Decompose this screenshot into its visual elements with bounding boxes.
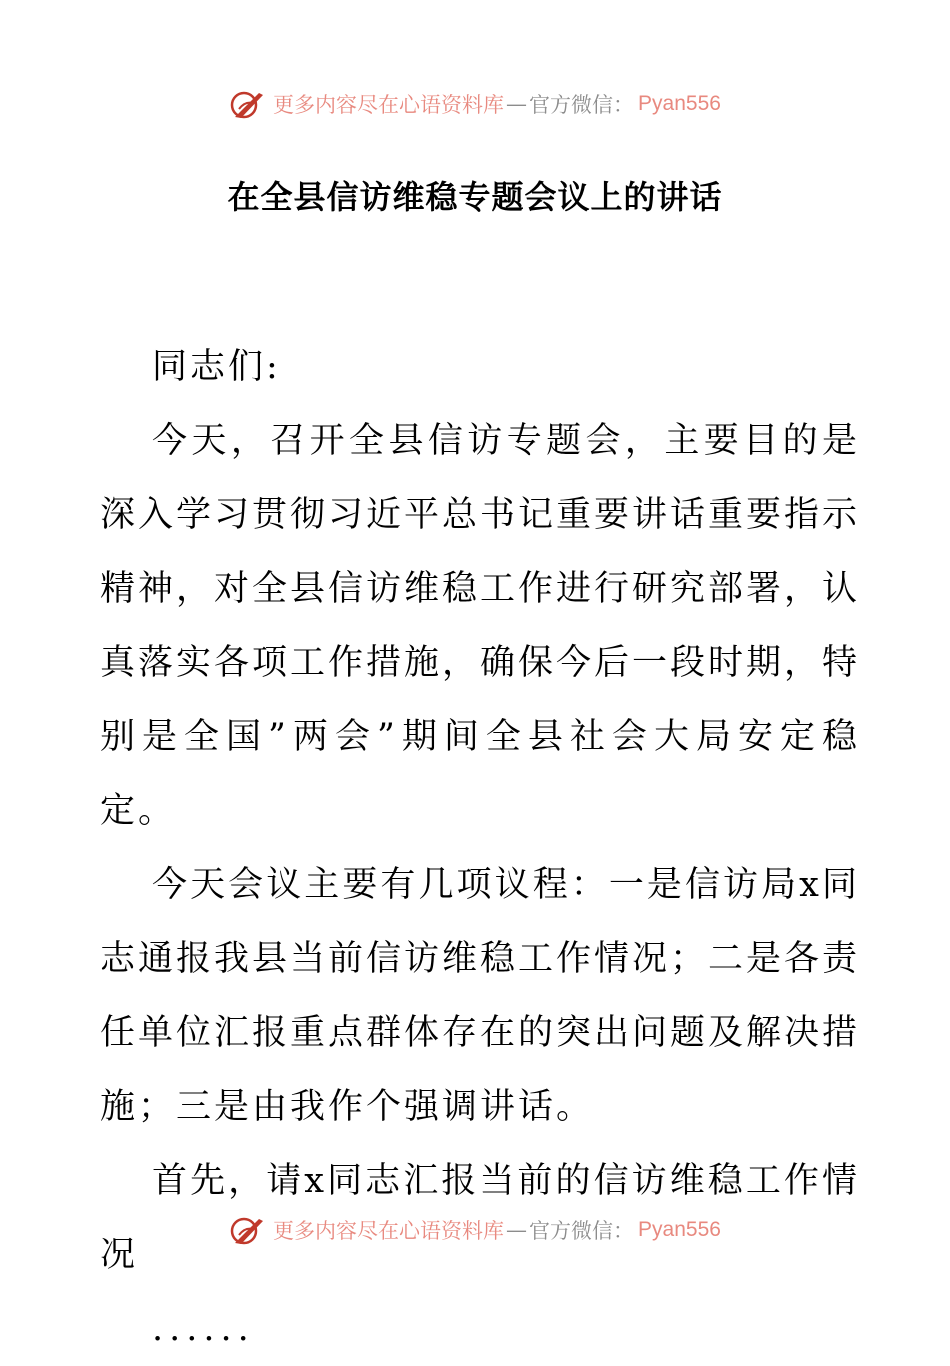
paragraph: 今天，召开全县信访专题会，主要目的是深入学习贯彻习近平总书记重要讲话重要指示精神，对全县信访维稳工作进行研究部署，认真落实各项工作措施，确保今后一段时期，特别是全国”两会”期间全县社会大局安定稳定。 <box>100 421 861 831</box>
header-watermark <box>0 84 950 124</box>
pen-logo-icon <box>229 1213 267 1247</box>
paragraph-salutation: 同志们: <box>152 347 281 387</box>
banner-dash: — <box>506 92 528 116</box>
banner-wechat-id: Pyan556 <box>638 92 721 115</box>
banner-official: 官方微信： <box>529 93 635 117</box>
banner-text: 更多内容尽在心语资料库 <box>273 93 505 117</box>
banner-wechat-id: Pyan556 <box>638 1218 721 1241</box>
banner-dash: — <box>506 1218 528 1242</box>
pen-logo-icon <box>229 87 267 121</box>
banner-official: 官方微信： <box>529 1219 635 1243</box>
paragraph-ellipsis: ...... <box>152 1309 255 1349</box>
banner-text: 更多内容尽在心语资料库 <box>273 1219 505 1243</box>
paragraph: 首先，请x同志汇报当前的信访维稳工作情况 <box>100 1161 860 1275</box>
paragraph: 今天会议主要有几项议程：一是信访局x同志通报我县当前信访维稳工作情况；二是各责任单位汇报重点群体存在的突出问题及解决措施；三是由我作个强调讲话。 <box>100 865 861 1127</box>
footer-watermark <box>0 1210 950 1250</box>
document-title: 在全县信访维稳专题会议上的讲话 <box>227 178 723 216</box>
